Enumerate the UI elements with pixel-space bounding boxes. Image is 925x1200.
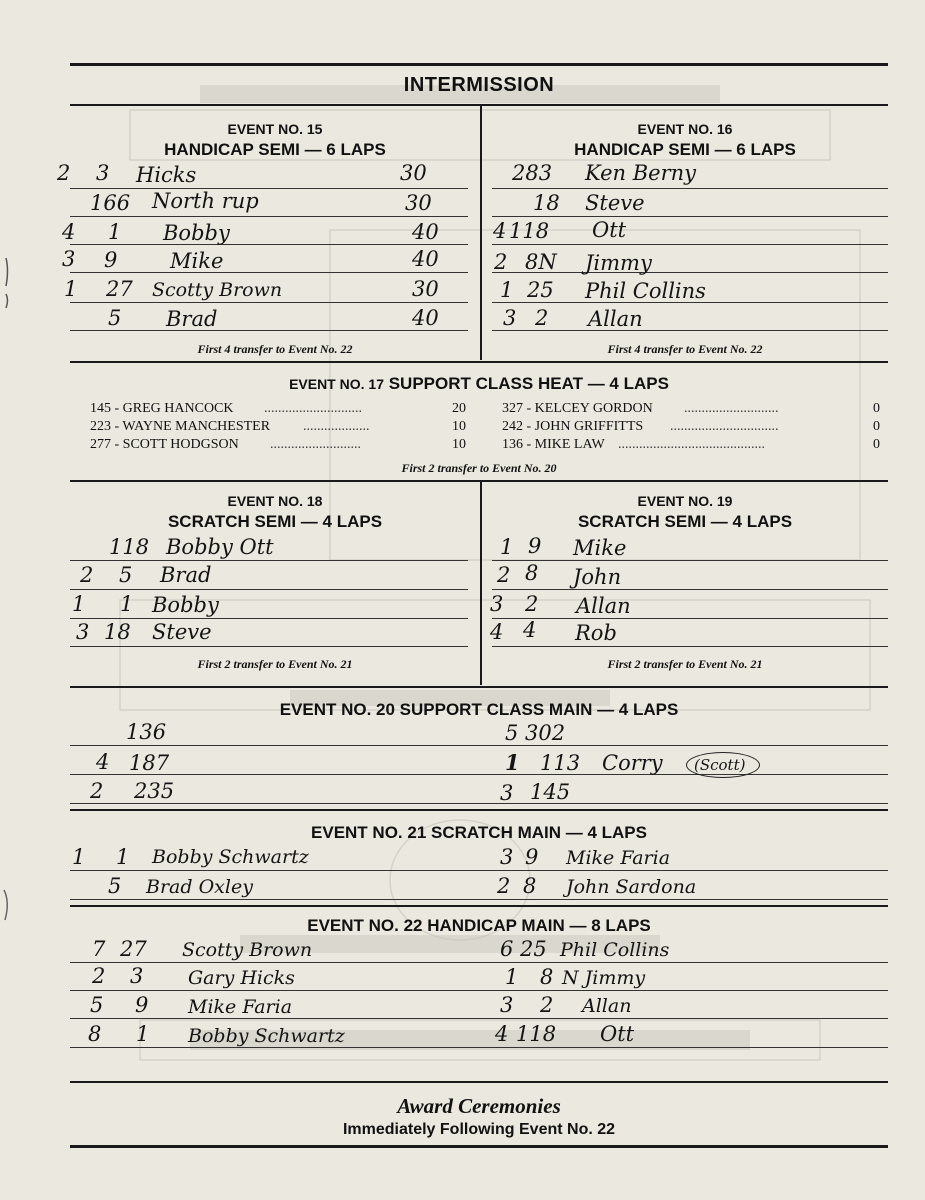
divider-21 [70,809,888,811]
event-18-title: SCRATCH SEMI — 4 LAPS [167,512,383,531]
divider-20 [70,686,888,688]
event-17-transfer: First 2 transfer to Event No. 20 [401,461,557,475]
event-16-title: HANDICAP SEMI — 6 LAPS [574,140,796,159]
event-18-number: EVENT NO. 18 [227,493,323,509]
event-22-title: EVENT NO. 22 HANDICAP MAIN — 8 LAPS [307,916,651,935]
event-19-transfer: First 2 transfer to Event No. 21 [607,657,763,671]
top-border [70,63,888,66]
bottom-border [70,1145,888,1148]
staple-marks [0,250,12,950]
event-15-transfer: First 4 transfer to Event No. 22 [197,342,353,356]
header-divider [70,104,888,106]
divider-22 [70,905,888,907]
event-17-title: EVENT NO. 17 SUPPORT CLASS HEAT — 4 LAPS [289,374,669,393]
divider-18 [70,480,888,482]
event-15-number: EVENT NO. 15 [227,121,323,137]
event-20-title: EVENT NO. 20 SUPPORT CLASS MAIN — 4 LAPS [279,700,679,719]
event-16-number: EVENT NO. 16 [637,121,733,137]
program-page: INTERMISSION EVENT NO. 15 HANDICAP SEMI — 6 LAPS 2 3 Hicks 30 166 North rup 30 4 1 Bobby 40 3 9 Mike 40 1 27 Scotty Brown 30 5 Brad 40 First 4 transfer to Event No. 22 EVENT NO. 16 HANDICAP SEMI — 6 LAPS 283 Ken Berny 18 Steve 4 118 Ott 2 8N Jimmy 1 25 Phil Collins 3 2 Allan First 4 transfer to Event No. 22 EVENT NO. 17 SUPPORT CLASS HEAT — 4 LAPS 145 - GREG HANCOCK ............................ 20 223 - WAYNE MANCHESTER ................... 10 277 - SCOTT HODGSON .......................... 10 327 - KELCEY GORDON ........................... 0 242 - JOHN GRIFFITTS ............................... 0 136 - MIKE LAW .......................................... 0 First 2 transfer to Event No. 20 EVENT NO. 18 SCRATCH SEMI — 4 LAPS 118 Bobby Ott 2 5 Brad 1 1 Bobby 3 18 Steve First 2 transfer to Event No. 21 EVENT NO. 19 SCRATCH SEMI — 4 LAPS 1 9 Mike 2 8 John 3 2 Allan 4 4 Rob First 2 transfer to Event No. 21 EVENT NO. 20 SUPPORT CLASS MAIN — 4 LAPS 136 4 187 2 235 5 302 1 113 Corry (Scott) 3 145 EVENT NO. 21 SCRATCH MAIN — 4 LAPS 1 1 Bobby Schwartz 5 Brad Oxley 3 9 Mike Faria 2 8 John Sardona EVENT NO. 22 HANDICAP MAIN — 8 LAPS 7 27 Scotty Brown 2 3 Gary Hicks 5 9 Mike Faria 8 1 Bobby Schwartz 6 25 Phil Collins 1 8 N Jimmy 3 2 Allan 4 118 Ott Award Ceremonies Immediately Following Event No. 22 [0,0,925,1200]
award-ceremonies-subtitle: Immediately Following Event No. 22 [342,1121,616,1138]
divider-footer [70,1081,888,1083]
event-19-title: SCRATCH SEMI — 4 LAPS [577,512,793,531]
event-19-number: EVENT NO. 19 [637,493,733,509]
award-ceremonies-title: Award Ceremonies [397,1094,561,1118]
event-16-transfer: First 4 transfer to Event No. 22 [607,342,763,356]
event-15-title: HANDICAP SEMI — 6 LAPS [164,140,386,159]
page-title: INTERMISSION [403,74,555,96]
scott-note: (Scott) [694,756,746,774]
event-18-transfer: First 2 transfer to Event No. 21 [197,657,353,671]
event-21-title: EVENT NO. 21 SCRATCH MAIN — 4 LAPS [311,823,647,842]
divider-17 [70,361,888,363]
